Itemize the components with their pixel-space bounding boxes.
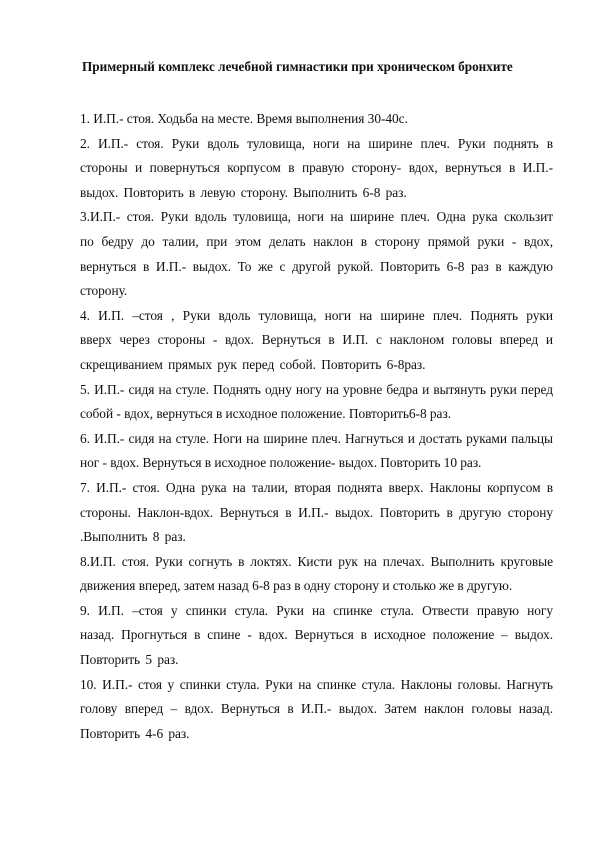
exercise-7: 7. И.П.- стоя. Одна рука на талии, вторая поднята вверх. Наклоны корпусом в стороны. Наклон-вдох. Вернуться в И.П.- выдох. Повторить в другую сторону .Выполнить 8 раз. [80, 479, 553, 545]
exercise-5: 5. И.П.- сидя на стуле. Поднять одну ногу на уровне бедра и вытянуть руки перед собой - вдох, вернуться в исходное положение. Повторить6-8 раз. [80, 381, 553, 422]
exercise-4: 4. И.П. –стоя , Руки вдоль туловища, ноги на ширине плеч. Поднять руки вверх через стороны - вдох. Вернуться в И.П. с наклоном головы вперед и скрещиванием прямых рук перед собой. Повторить 6-8раз. [80, 307, 553, 372]
exercise-6: 6. И.П.- сидя на стуле. Ноги на ширине плеч. Нагнуться и достать руками пальцы ног - вдох. Вернуться в исходное положение- выдох. Повторить 10 раз. [80, 430, 553, 471]
document-title: Примерный комплекс лечебной гимнастики при хроническом бронхите [82, 59, 513, 74]
exercise-10: 10. И.П.- стоя у спинки стула. Руки на спинке стула. Наклоны головы. Нагнуть голову вперед – вдох. Вернуться в И.П.- выдох. Затем наклон головы назад. Повторить 4-6 раз. [80, 676, 553, 741]
exercise-9: 9. И.П. –стоя у спинки стула. Руки на спинке стула. Отвести правую ногу назад. Прогнуться в спине - вдох. Вернуться в исходное положение – выдох. Повторить 5 раз. [80, 602, 553, 668]
exercise-3: 3.И.П.- стоя. Руки вдоль туловища, ноги на ширине плеч. Одна рука скользит по бедру до талии, при этом делать наклон в сторону прямой руки - вдох, вернуться в И.П.- выдох. То же с другой рукой. Повторить 6-8 раз в каждую сторону. [80, 209, 553, 299]
exercise-8: 8.И.П. стоя. Руки согнуть в локтях. Кисти рук на плечах. Выполнить круговые движения вперед, затем назад 6-8 раз в одну сторону и столько же в другую. [80, 553, 553, 594]
exercise-2: 2. И.П.- стоя. Руки вдоль туловища, ноги на ширине плеч. Руки поднять в стороны и повернуться корпусом в правую сторону- вдох, вернуться в И.П.- выдох. Повторить в левую сторону. Выполнить 6-8 раз. [80, 135, 553, 200]
exercise-list [80, 107, 553, 746]
exercise-1: 1. И.П.- стоя. Ходьба на месте. Время выполнения 30-40с. [80, 111, 408, 126]
